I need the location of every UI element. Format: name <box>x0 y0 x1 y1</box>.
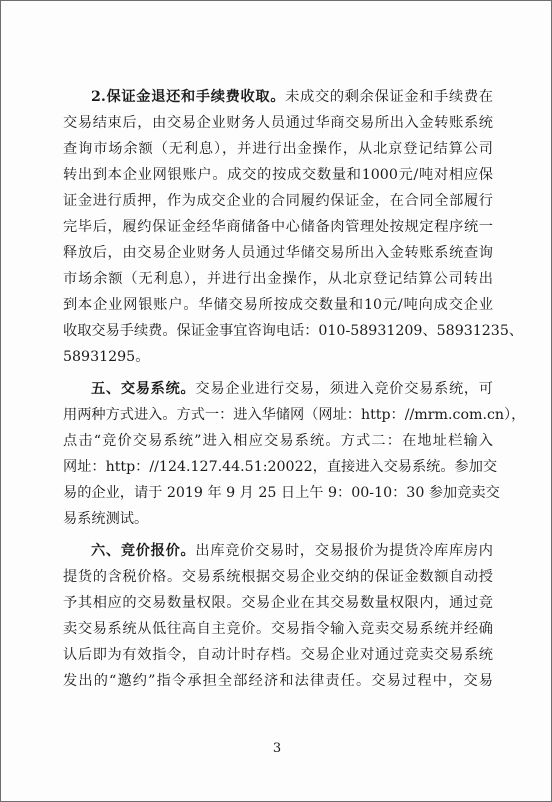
section-heading: 五、交易系统。 <box>91 381 196 397</box>
paragraph-line: 释放后，由交易企业财务人员通过华储交易所出入金转账系统查询 <box>63 245 493 261</box>
paragraph-line: 交易结束后，由交易企业财务人员通过华商交易所出入金转账系统 <box>63 115 493 131</box>
paragraph-line: 认后即为有效指令，自动计时存档。交易企业对通过竞卖交易系统 <box>63 647 493 663</box>
page-number: 3 <box>272 741 282 756</box>
section-heading: 2.保证金退还和手续费收取。 <box>91 89 286 105</box>
paragraph-line: 六、竞价报价。出库竞价交易时，交易报价为提货冷库库房内 <box>91 543 493 559</box>
paragraph-line: 予其相应的交易数量权限。交易企业在其交易数量权限内，通过竞 <box>63 595 493 611</box>
paragraph-line: 市场余额（无利息），并进行出金操作，从北京登记结算公司转出 <box>63 271 493 287</box>
paragraph-line: 证金进行质押，作为成交企业的合同履约保证金，在合同全部履行 <box>63 193 493 209</box>
paragraph-line: 卖交易系统从低往高自主竞价。交易指令输入竞卖交易系统并经确 <box>63 621 493 637</box>
paragraph-line: 2.保证金退还和手续费收取。未成交的剩余保证金和手续费在 <box>91 89 493 105</box>
paragraph-line: 网址：http：//124.127.44.51:20022，直接进入交易系统。参加交 <box>63 459 498 475</box>
paragraph-line: 五、交易系统。交易企业进行交易，须进入竞价交易系统，可 <box>91 381 493 397</box>
paragraph-line: 易系统测试。 <box>63 511 149 527</box>
paragraph-line: 点击“竞价交易系统”进入相应交易系统。方式二：在地址栏输入 <box>63 433 493 449</box>
paragraph-line: 58931295。 <box>63 349 150 365</box>
paragraph-line: 查询市场余额（无利息），并进行出金操作，从北京登记结算公司 <box>63 141 493 157</box>
paragraph-line: 提货的含税价格。交易系统根据交易企业交纳的保证金数额自动授 <box>63 569 493 585</box>
paragraph-line: 发出的“邀约”指令承担全部经济和法律责任。交易过程中，交易 <box>63 673 493 689</box>
paragraph-line: 收取交易手续费。保证金事宜咨询电话：010-58931209、58931235、 <box>63 323 524 339</box>
paragraph-line: 转出到本企业网银账户。成交的按成交数量和1000元/吨对相应保 <box>63 167 493 183</box>
paragraph-line: 用两种方式进入。方式一：进入华储网（网址：http：//mrm.com.cn）， <box>63 407 526 423</box>
paragraph-line: 完毕后，履约保证金经华商储备中心储备肉管理处按规定程序统一 <box>63 219 493 235</box>
section-heading: 六、竞价报价。 <box>91 543 196 559</box>
paragraph-line: 到本企业网银账户。华储交易所按成交数量和10元/吨向成交企业 <box>63 297 493 313</box>
paragraph-line: 易的企业，请于 2019 年 9 月 25 日上午 9：00-10：30 参加竞卖交 <box>63 485 500 501</box>
